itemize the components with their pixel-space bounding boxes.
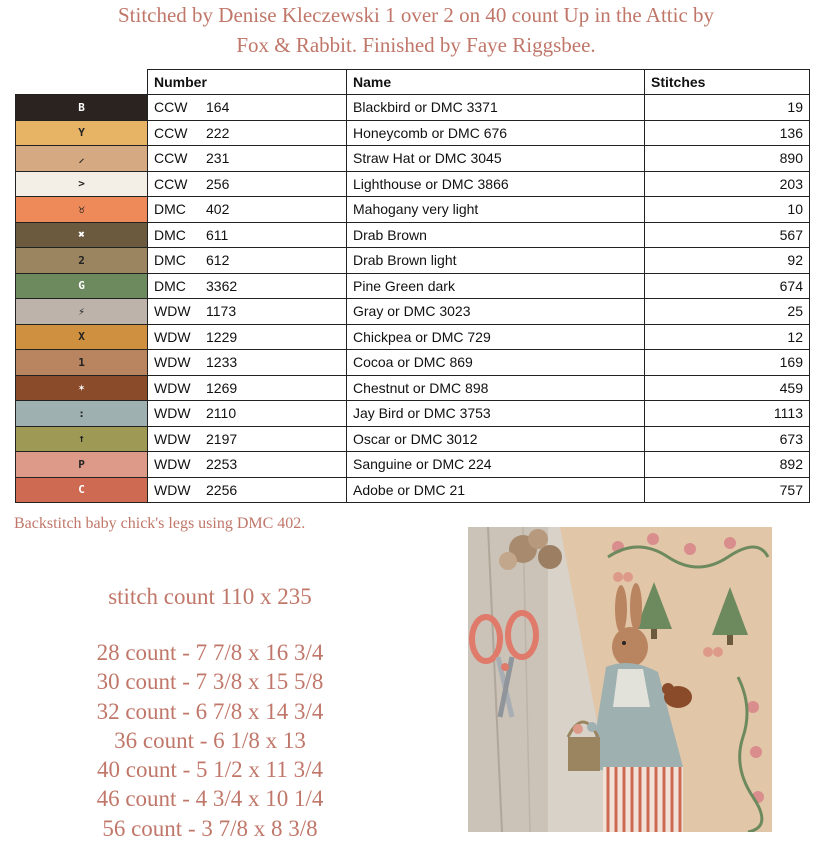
backstitch-note: Backstitch baby chick's legs using DMC 402.: [14, 515, 306, 532]
symbol: ⸝: [78, 151, 85, 165]
count-size-row: 36 count - 6 1/8 x 13: [114, 727, 306, 753]
thread-number: [148, 171, 347, 197]
stitched-piece-photo: [468, 527, 772, 832]
thread-code: 1173: [206, 303, 237, 320]
table-row: [16, 401, 810, 427]
thread-brand: CCW: [154, 175, 188, 192]
header-line-2: Fox & Rabbit. Finished by Faye Riggsbee.: [236, 33, 596, 57]
header: [0, 0, 832, 60]
thread-brand: WDW: [154, 328, 191, 345]
thread-brand: WDW: [154, 481, 191, 498]
thread-brand: DMC: [154, 201, 186, 218]
thread-key-table: [15, 69, 810, 503]
symbol: ⚡: [78, 304, 85, 318]
thread-code: 2197: [206, 430, 238, 447]
symbol: P: [78, 457, 85, 471]
thread-number: [148, 401, 347, 427]
thread-number: [148, 222, 347, 248]
thread-number: [148, 426, 347, 452]
header-number: Number: [148, 70, 347, 95]
color-swatch: [16, 273, 148, 299]
thread-code: 1233: [206, 354, 238, 371]
thread-name: Sanguine or DMC 224: [347, 452, 645, 478]
thread-number: [148, 324, 347, 350]
thread-number: [148, 452, 347, 478]
symbol: >: [78, 177, 85, 191]
thread-name: Chickpea or DMC 729: [347, 324, 645, 350]
thread-name: Cocoa or DMC 869: [347, 350, 645, 376]
thread-brand: WDW: [154, 430, 191, 447]
table-row: [16, 350, 810, 376]
symbol: 1: [78, 355, 85, 369]
thread-name: Oscar or DMC 3012: [347, 426, 645, 452]
thread-name: Adobe or DMC 21: [347, 477, 645, 503]
color-swatch: [16, 477, 148, 503]
stitch-count-cell: 459: [645, 375, 810, 401]
thread-number: [148, 120, 347, 146]
thread-name: Drab Brown light: [347, 248, 645, 274]
thread-number: [148, 350, 347, 376]
count-size-row: 56 count - 3 7/8 x 8 3/8: [102, 815, 318, 841]
stitch-count: stitch count 110 x 235: [108, 584, 312, 609]
thread-name: Gray or DMC 3023: [347, 299, 645, 325]
color-swatch: [16, 146, 148, 172]
thread-code: 1269: [206, 379, 238, 396]
table-row: [16, 426, 810, 452]
thread-name: Jay Bird or DMC 3753: [347, 401, 645, 427]
table-row: [16, 95, 810, 121]
table-row: [16, 222, 810, 248]
thread-number: [148, 248, 347, 274]
count-size-row: 32 count - 6 7/8 x 14 3/4: [96, 698, 324, 724]
table-row: [16, 273, 810, 299]
thread-name: Blackbird or DMC 3371: [347, 95, 645, 121]
thread-code: 611: [206, 226, 229, 243]
thread-brand: CCW: [154, 124, 188, 141]
symbol: C: [78, 483, 85, 497]
thread-code: 2253: [206, 456, 238, 473]
stitch-count-cell: 12: [645, 324, 810, 350]
thread-name: Honeycomb or DMC 676: [347, 120, 645, 146]
thread-brand: WDW: [154, 303, 191, 320]
symbol: 2: [78, 253, 85, 267]
thread-code: 1229: [206, 328, 238, 345]
thread-brand: DMC: [154, 252, 186, 269]
thread-name: Lighthouse or DMC 3866: [347, 171, 645, 197]
stitch-count-cell: 92: [645, 248, 810, 274]
symbol: :: [78, 406, 85, 420]
thread-code: 222: [206, 124, 230, 141]
count-size-row: 46 count - 4 3/4 x 10 1/4: [96, 786, 324, 812]
thread-code: 402: [206, 201, 230, 218]
thread-brand: DMC: [154, 226, 186, 243]
table-row: [16, 248, 810, 274]
color-swatch: [16, 299, 148, 325]
thread-brand: CCW: [154, 99, 188, 116]
thread-number: [148, 197, 347, 223]
thread-code: 3362: [206, 277, 238, 294]
symbol: ♉: [78, 202, 85, 216]
header-stitches: Stitches: [645, 70, 810, 95]
stitch-count-cell: 892: [645, 452, 810, 478]
table-row: [16, 197, 810, 223]
thread-code: 612: [206, 252, 230, 269]
symbol: G: [78, 279, 85, 293]
thread-name: Drab Brown: [347, 222, 645, 248]
thread-code: 2256: [206, 481, 238, 498]
stitch-count-cell: 1113: [645, 401, 810, 427]
thread-code: 164: [206, 99, 230, 116]
thread-number: [148, 146, 347, 172]
thread-brand: WDW: [154, 379, 191, 396]
color-swatch: [16, 197, 148, 223]
color-swatch: [16, 120, 148, 146]
thread-number: [148, 375, 347, 401]
table-row: [16, 324, 810, 350]
stitch-count-cell: 890: [645, 146, 810, 172]
thread-brand: WDW: [154, 456, 191, 473]
symbol: B: [78, 100, 85, 114]
color-swatch: [16, 171, 148, 197]
thread-brand: WDW: [154, 405, 191, 422]
count-sizes: [30, 580, 390, 843]
stitch-count-cell: 169: [645, 350, 810, 376]
thread-code: 2110: [206, 405, 237, 422]
table-row: [16, 146, 810, 172]
stitch-count-cell: 136: [645, 120, 810, 146]
thread-number: [148, 477, 347, 503]
color-swatch: [16, 350, 148, 376]
thread-brand: CCW: [154, 150, 188, 167]
color-swatch: [16, 324, 148, 350]
color-swatch: [16, 95, 148, 121]
header-line-1: Stitched by Denise Kleczewski 1 over 2 on 40 count Up in the Attic by: [117, 3, 715, 27]
color-swatch: [16, 452, 148, 478]
thread-number: [148, 95, 347, 121]
thread-code: 231: [206, 150, 230, 167]
thread-brand: WDW: [154, 354, 191, 371]
table-header-row: [16, 70, 810, 95]
table-row: [16, 299, 810, 325]
thread-number: [148, 299, 347, 325]
thread-brand: DMC: [154, 277, 186, 294]
count-size-row: 28 count - 7 7/8 x 16 3/4: [96, 640, 324, 665]
color-swatch: [16, 426, 148, 452]
color-swatch: [16, 222, 148, 248]
thread-name: Chestnut or DMC 898: [347, 375, 645, 401]
symbol: Y: [78, 126, 85, 140]
color-swatch: [16, 401, 148, 427]
stitch-count-cell: 757: [645, 477, 810, 503]
thread-code: 256: [206, 175, 230, 192]
color-swatch: [16, 375, 148, 401]
table-row: [16, 452, 810, 478]
thread-name: Pine Green dark: [347, 273, 645, 299]
symbol: ↑: [78, 432, 85, 446]
thread-name: Mahogany very light: [347, 197, 645, 223]
count-size-row: 30 count - 7 3/8 x 15 5/8: [96, 669, 324, 695]
stitch-count-cell: 567: [645, 222, 810, 248]
table-row: [16, 375, 810, 401]
thread-number: [148, 273, 347, 299]
stitch-count-cell: 203: [645, 171, 810, 197]
stitch-count-cell: 19: [645, 95, 810, 121]
symbol: ✖: [78, 228, 85, 242]
table-row: [16, 171, 810, 197]
table-row: [16, 477, 810, 503]
stitch-count-cell: 10: [645, 197, 810, 223]
count-size-row: 40 count - 5 1/2 x 11 3/4: [97, 757, 323, 783]
header-swatch: [16, 70, 148, 95]
symbol: ✶: [78, 381, 85, 395]
stitch-count-cell: 673: [645, 426, 810, 452]
header-name: Name: [347, 70, 645, 95]
table-row: [16, 120, 810, 146]
thread-name: Straw Hat or DMC 3045: [347, 146, 645, 172]
color-swatch: [16, 248, 148, 274]
symbol: X: [78, 330, 85, 344]
stitch-count-cell: 25: [645, 299, 810, 325]
table-body: [16, 95, 810, 503]
stitch-count-cell: 674: [645, 273, 810, 299]
